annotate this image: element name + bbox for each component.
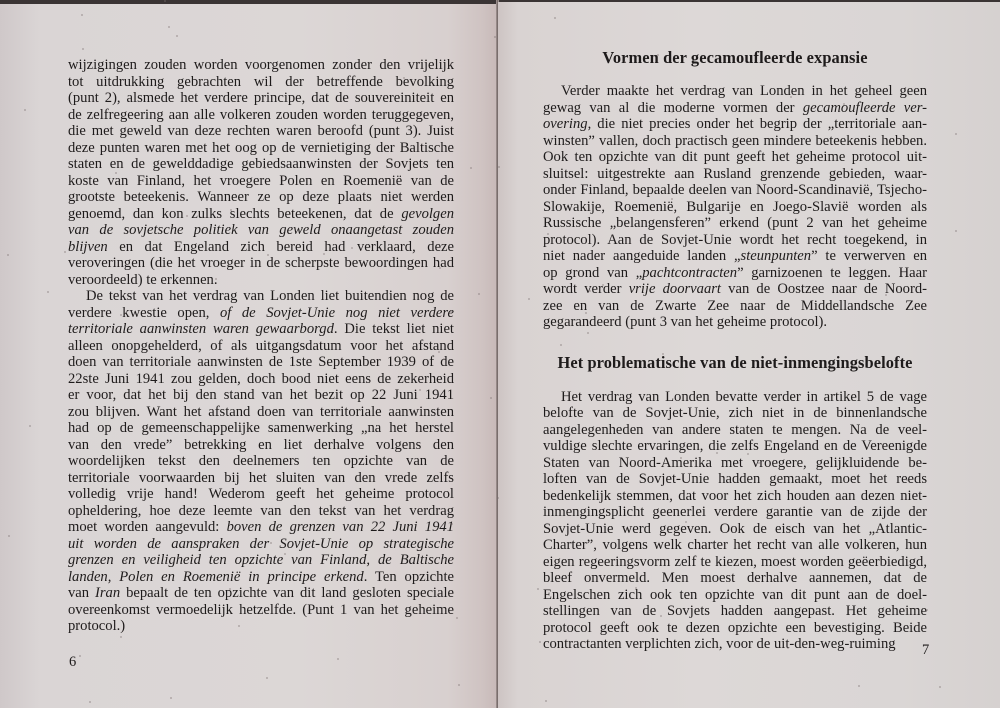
paper-speck (858, 685, 860, 687)
right-page-text (543, 44, 927, 653)
text-run: zee en van de Zwarte Zee naar de Middellandsche Zee (543, 297, 927, 314)
text-run: bleef onvermeld. Men moest derhalve aannemen, dat de (543, 570, 927, 586)
text-run: inmengingsplicht geenerlei verdere garantie van de zijde der (543, 504, 927, 520)
text-run: veroordeeld) te erkennen. (68, 271, 218, 288)
text-line (543, 488, 927, 505)
text-run: gewag van al die moderne vormen der (543, 99, 803, 116)
paper-speck (419, 389, 421, 391)
paper-speck (790, 96, 792, 98)
paper-speck (955, 133, 957, 135)
text-line (543, 182, 927, 199)
page-number-left: 6 (69, 654, 77, 670)
paper-speck (153, 547, 155, 549)
text-run: Staten van Noord-Amerika met vroegere, gelijkluidende be- (543, 454, 927, 471)
paper-speck (885, 294, 887, 296)
text-line (543, 570, 927, 587)
italic-text: vrije doorvaart (628, 281, 721, 297)
paper-speck (136, 158, 138, 160)
paper-speck (337, 658, 339, 660)
paper-speck (528, 298, 530, 300)
text-line (68, 206, 454, 223)
right-page (498, 2, 1000, 708)
paper-speck (635, 587, 637, 589)
text-line (68, 123, 454, 140)
text-run: veroveringen (die het vroeger in de scherpste bewoordingen had (68, 255, 454, 271)
text-line (68, 437, 454, 454)
text-line (68, 107, 454, 124)
paper-speck (787, 647, 789, 649)
text-line (68, 453, 454, 470)
text-line (68, 602, 454, 619)
paper-speck (560, 344, 562, 346)
text-run: van (68, 585, 96, 601)
paper-speck (587, 332, 589, 334)
text-run: Russische „belangensferen” erkend (punt 2 van het geheime (543, 215, 927, 231)
text-run: Het verdrag van Londen bevatte verder in artikel 5 de vage (561, 388, 927, 405)
paper-speck (170, 697, 172, 699)
text-run: eigen regeeringsvorm zelf te kiezen, moest worden geëerbiedigd, (543, 553, 927, 570)
text-line (543, 281, 927, 298)
text-line (543, 554, 927, 571)
text-line (68, 321, 454, 338)
paper-speck (906, 479, 908, 481)
text-line (543, 587, 927, 604)
text-line (68, 585, 454, 602)
text-run: protocol.) (68, 618, 126, 634)
text-run: overeenkomst vermoedelijk hetzelfde. (Punt 1 van het geheime (68, 601, 454, 618)
text-run: de zelfregeering aan alle volkeren zouden worden teruggegeven, (68, 106, 454, 123)
text-line (543, 389, 927, 406)
italic-text: steunpunten (740, 248, 812, 264)
text-line (68, 503, 454, 520)
text-line (68, 354, 454, 371)
paper-speck (47, 291, 49, 293)
text-line (68, 470, 454, 487)
text-run: Verder maakte het verdrag van Londen in het geheel geen (561, 83, 927, 99)
text-run: 22ste Juni 1941 zou gelden, doch bood niet eens de zekerheid (68, 370, 454, 387)
text-line (543, 116, 927, 133)
text-line (68, 387, 454, 404)
text-run: volledig vrije hand! Wederom geeft het geheime protocol (68, 486, 454, 502)
text-line (543, 422, 927, 439)
paper-speck (478, 293, 480, 295)
text-run: grootste beteekenis. Wanneer ze op deze plaats niet werden (68, 189, 454, 205)
paper-speck (351, 247, 353, 249)
text-line (68, 90, 454, 107)
paper-speck (680, 457, 682, 459)
paper-speck (843, 103, 845, 105)
paper-speck (168, 26, 170, 28)
italic-text: uit worden de aanspraken der Sovjet-Unie op strategische (68, 535, 454, 552)
text-run: opheldering, hoe deze leemte van den tekst van het verdrag (68, 502, 454, 519)
text-line (68, 486, 454, 503)
text-run: zou blijven. Want het afstand doen van territoriale aanwinsten (68, 403, 454, 420)
text-line (68, 156, 454, 173)
italic-text: Iran (95, 585, 121, 601)
paper-speck (8, 535, 10, 537)
paper-speck (186, 215, 188, 217)
text-run: aangelegenheden van andere staten te mengen. Na de veel- (543, 421, 927, 438)
text-line (68, 338, 454, 355)
text-run: . Die tekst liet niet (333, 321, 454, 337)
paper-speck (270, 542, 272, 544)
text-run: koste van Finland, het vroegere Polen en Roemenië van de (68, 172, 454, 189)
text-run: onder Finland, bepaalde deelen van Noord-Scandinavië, Tsjecho- (543, 182, 927, 198)
text-run: genoemd, dan kon zulks slechts beteekenen, dat de (68, 205, 402, 222)
paper-speck (438, 351, 440, 353)
paper-speck (29, 425, 31, 427)
paper-speck (671, 198, 673, 200)
text-run: bedenkelijk stemmen, dat voor het zich houden aan dezen niet- (543, 487, 927, 504)
text-line (68, 255, 454, 272)
text-run: belofte van de Sovjet-Unie, zich niet in de binnenlandsche (543, 405, 927, 421)
paper-speck (7, 254, 9, 256)
paper-speck (81, 14, 83, 16)
text-line (543, 248, 927, 265)
text-run: staten en de gewelddadige gebiedsaanwinsten der Sovjets ten (68, 156, 454, 172)
text-line (68, 618, 454, 635)
text-line (68, 371, 454, 388)
paper-speck (24, 109, 26, 111)
paper-speck (458, 684, 460, 686)
italic-text: territoriale aanwinsten waren gewaarborgd (68, 321, 334, 337)
text-line (68, 140, 454, 157)
text-line (543, 521, 927, 538)
text-line (68, 222, 454, 239)
text-line (543, 298, 927, 315)
text-line (543, 314, 927, 331)
paper-speck (716, 452, 718, 454)
text-run: . Ten opzichte (363, 568, 454, 585)
paper-speck (82, 48, 84, 50)
text-run: De tekst van het verdrag van Londen liet buitendien nog de (86, 288, 454, 304)
paper-speck (743, 93, 745, 95)
text-line (543, 471, 927, 488)
italic-text: blijven (68, 238, 108, 255)
text-run: moet worden aangevuld: (68, 519, 227, 535)
italic-text: gevolgen (401, 205, 454, 222)
text-line (543, 438, 927, 455)
text-run: van de Oostzee naar de Noord- (721, 281, 927, 297)
paper-speck (494, 36, 496, 38)
paper-speck (323, 253, 325, 255)
text-run: protocol). Aan de Sovjet-Unie wordt het recht toegekend, in (543, 231, 927, 248)
paper-speck (685, 521, 687, 523)
text-line (543, 83, 927, 100)
text-line (68, 536, 454, 553)
text-run: er voor, dat het bij den stand van het bezit op 22 Juni 1941 (68, 387, 454, 403)
left-paragraph-1 (68, 57, 454, 288)
text-line (543, 100, 927, 117)
paper-speck (443, 358, 445, 360)
paper-speck (64, 251, 66, 253)
paper-speck (490, 397, 492, 399)
text-run: woordelijken tekst den deelnemers ten opzichte van de (68, 453, 454, 469)
text-line (543, 504, 927, 521)
paper-speck (662, 353, 664, 355)
section-heading-expansion: Vormen der gecamoufleerde expansie (602, 48, 868, 67)
paper-speck (438, 593, 440, 595)
text-run: sluitsel: uitgestrekte aan Rusland grenzende gebieden, waar- (543, 165, 927, 182)
paper-speck (926, 609, 928, 611)
section-heading-non-interference: Het problematische van de niet-inmengingsbelofte (557, 352, 913, 372)
text-run: , die niet precies onder het begrip der „territoriale aan- (587, 116, 927, 132)
italic-text: landen, Polen en Roemenië in principe erkend (68, 568, 364, 585)
text-run: protocol geeft ook te dezen opzichte een bevestiging. Beide (543, 619, 927, 636)
paper-speck (403, 77, 405, 79)
paper-speck (77, 623, 79, 625)
text-run: contractanten verplichten zich, voor de uit-den-weg-ruiming (543, 636, 896, 652)
text-run: van den vrede” betrekking en liet derhalve volgens den (68, 436, 454, 453)
paper-speck (554, 17, 556, 19)
paper-speck (279, 345, 281, 347)
paper-speck (497, 497, 499, 499)
text-run: (punt 2), alsmede het verdere principe, dat de souvereiniteit en (68, 90, 454, 106)
text-line (68, 57, 454, 74)
paper-speck (498, 166, 500, 168)
italic-text: van de sovjetsche politiek van geweld onaangetast zouden (68, 222, 454, 238)
paper-speck (229, 588, 231, 590)
text-line (68, 272, 454, 289)
text-run: verdere kwestie open, (68, 304, 220, 321)
text-run: winsten” vallen, doch practisch geen mindere beteekenis hebben. (543, 132, 927, 149)
text-run: deze punten waren met het oog op de vernietiging der Baltische (68, 139, 454, 156)
text-line (543, 133, 927, 150)
text-run: tot uitdrukking gebrachten wil der betreffende bevolking (68, 73, 454, 90)
text-run: gegarandeerd (punt 3 van het geheime protocol). (543, 314, 828, 330)
paper-speck (939, 686, 941, 688)
text-run: loften van de Sovjet-Unie hadden gemaakt, moet het reeds (543, 471, 927, 487)
paper-speck (747, 453, 749, 455)
italic-text: grenzen en veiligheid ten opzichte van Finland, de Baltische (68, 552, 454, 568)
paper-speck (264, 167, 266, 169)
text-line (543, 166, 927, 183)
text-run: doen van territoriale aanwinsten de 1ste September 1939 of de (68, 354, 454, 370)
text-run: ” garnizoenen te leggen. Haar (737, 264, 927, 281)
text-run: wordt verder (543, 281, 629, 297)
paper-speck (547, 233, 549, 235)
paper-speck (120, 636, 122, 638)
paper-speck (456, 617, 458, 619)
text-run: wijzigingen zouden worden voorgenomen zonder den vrijelijk (68, 57, 454, 73)
text-run: Ook ten opzichte van dit punt geeft het geheime protocol uit- (543, 149, 927, 165)
text-run: ” te verwerven en (811, 248, 928, 264)
paper-speck (470, 167, 472, 169)
text-line (543, 603, 927, 620)
text-run: bepaalt de ten opzichte van dit land gesloten speciale (120, 585, 454, 601)
text-line (543, 636, 927, 653)
italic-text: overing (543, 116, 588, 132)
paper-speck (660, 615, 662, 617)
text-run: op grond van „ (543, 264, 643, 281)
paper-speck (267, 254, 269, 256)
paper-speck (896, 187, 898, 189)
text-line (68, 189, 454, 206)
text-run: Slowakije, Roemenië, Bulgarije en Joego-Slavië worden als (543, 198, 927, 215)
text-line (543, 149, 927, 166)
paper-speck (707, 493, 709, 495)
text-run: vuldige slechte ervaringen, die zelfs Engeland en de Vereenigde (543, 438, 927, 454)
italic-text: boven de grenzen van 22 Juni 1941 (226, 519, 454, 535)
paper-speck (450, 63, 452, 65)
paper-speck (79, 655, 81, 657)
left-page-text (68, 57, 454, 635)
text-line (68, 519, 454, 536)
paper-speck (451, 523, 453, 525)
text-line (543, 199, 927, 216)
text-run: Sovjet-Unie werd gegeven. Ook de eisch van het „Atlantic- (543, 520, 927, 537)
left-page (0, 4, 497, 708)
text-line (543, 265, 927, 282)
left-paragraph-2 (68, 288, 454, 635)
paper-speck (450, 311, 452, 313)
paper-speck (758, 462, 760, 464)
text-line (68, 420, 454, 437)
right-paragraph-1 (543, 83, 927, 331)
paper-speck (115, 172, 117, 174)
text-line (543, 232, 927, 249)
text-line (68, 288, 454, 305)
paper-speck (671, 111, 673, 113)
paper-speck (238, 625, 240, 627)
paper-speck (624, 61, 626, 63)
paper-speck (215, 278, 217, 280)
text-line (543, 405, 927, 422)
text-line (543, 215, 927, 232)
text-line (68, 173, 454, 190)
text-run: territoriale voorwaarden bij het sluiten van den vrede zelfs (68, 469, 454, 486)
paper-speck (602, 284, 604, 286)
paper-speck (176, 35, 178, 37)
paper-speck (445, 164, 447, 166)
paper-speck (545, 700, 547, 702)
paper-speck (539, 641, 541, 643)
paper-speck (266, 677, 268, 679)
text-line (68, 404, 454, 421)
paper-speck (164, 0, 166, 2)
right-paragraph-2 (543, 389, 927, 653)
italic-text: gecamoufleerde ver- (802, 99, 927, 116)
paper-speck (955, 230, 957, 232)
text-run: Charter”, volgens welk charter het recht van alle volkeren, hun (543, 537, 927, 553)
text-run: alleen onopgehelderd, of als uitgangsdatum voor het afstand (68, 337, 454, 354)
paper-speck (585, 312, 587, 314)
text-line (68, 569, 454, 586)
text-line (68, 305, 454, 322)
text-line (543, 455, 927, 472)
text-line (543, 537, 927, 554)
italic-text: pachtcontracten (642, 264, 738, 281)
paper-speck (89, 701, 91, 703)
text-run: die met geweld van deze rechten waren beroofd (punt 3). Juist (68, 123, 454, 139)
text-run: had op de gemeenschappelijke samenwerking „na het herstel (68, 420, 454, 436)
text-run: stellingen van de Sovjets hadden aangepast. Het geheime (543, 603, 927, 619)
text-line (68, 74, 454, 91)
paper-speck (284, 553, 286, 555)
paper-speck (589, 290, 591, 292)
text-run: en dat Engeland zich bereid had verklaard, deze (107, 238, 454, 255)
text-run: Engelschen zich ook ten opzichte van dit punt aan de doel- (543, 586, 927, 603)
paper-speck (230, 209, 232, 211)
italic-text: of de Sovjet-Unie nog niet verdere (219, 304, 454, 321)
paper-speck (439, 267, 441, 269)
paper-speck (657, 54, 659, 56)
page-number-right: 7 (922, 642, 930, 658)
paper-speck (120, 314, 122, 316)
paper-speck (125, 561, 127, 563)
text-line (68, 239, 454, 256)
text-run: niet nader aangeduide landen „ (543, 248, 741, 264)
text-line (543, 620, 927, 637)
paper-speck (537, 588, 539, 590)
